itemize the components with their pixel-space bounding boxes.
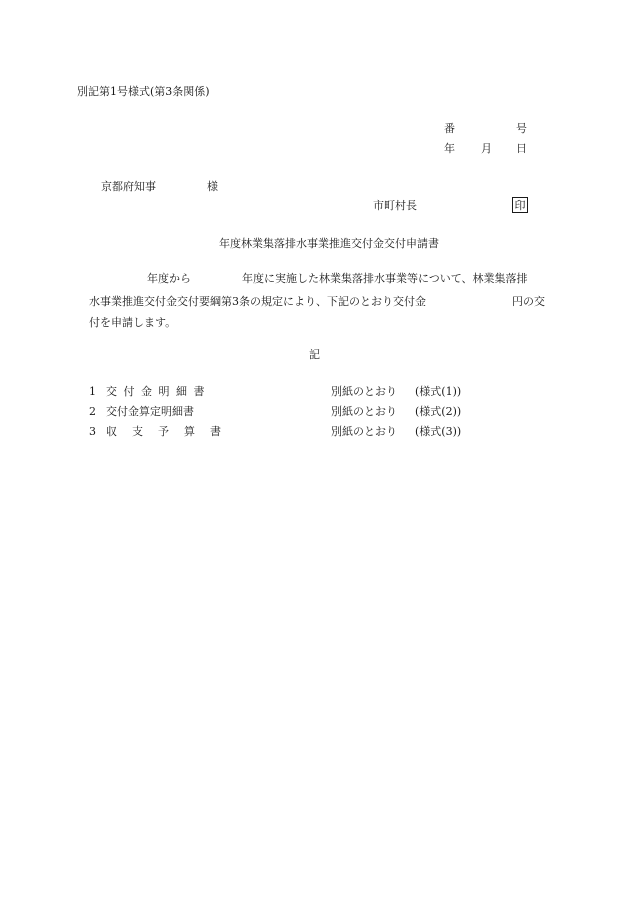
item-note: 別紙のとおり xyxy=(331,425,397,438)
body-text-line2-part1: 水事業推進交付金交付要綱第3条の規定により、下記のとおり交付金 xyxy=(89,295,426,308)
body-text-line3: 付を申請します。 xyxy=(89,316,177,329)
applicant-title: 市町村長 xyxy=(373,199,417,212)
addressee-honorific: 様 xyxy=(207,180,218,193)
list-item xyxy=(89,426,489,440)
item-note: 別紙のとおり xyxy=(331,405,397,418)
item-note: 別紙のとおり xyxy=(331,385,397,398)
seal-box xyxy=(512,197,528,213)
seal-label: 印 xyxy=(514,198,526,212)
form-label: 別記第1号様式(第3条関係) xyxy=(77,85,210,98)
date-year: 年 xyxy=(444,142,455,155)
item-name: 収支予算書 xyxy=(106,425,236,438)
item-form: (様式(1)) xyxy=(415,385,462,398)
body-text-line1-part1: 年度から xyxy=(147,272,191,285)
list-item xyxy=(89,406,489,420)
date-month: 月 xyxy=(481,142,492,155)
item-form: (様式(3)) xyxy=(415,425,462,438)
number-prefix: 番 xyxy=(444,122,455,135)
body-text-line1-part2: 年度に実施した林業集落排水事業等について、林業集落排 xyxy=(242,272,528,285)
document-title: 年度林業集落排水事業推進交付金交付申請書 xyxy=(219,237,439,250)
item-form: (様式(2)) xyxy=(415,405,462,418)
list-item xyxy=(89,386,489,400)
number-suffix: 号 xyxy=(516,122,527,135)
item-number: 3 xyxy=(89,425,96,438)
item-name: 交付金算定明細書 xyxy=(106,405,194,418)
addressee-name: 京都府知事 xyxy=(101,180,156,193)
body-text-line2-part2: 円の交 xyxy=(512,295,545,308)
item-number: 2 xyxy=(89,405,96,418)
item-name: 交付金明細書 xyxy=(106,385,211,398)
date-day: 日 xyxy=(516,142,527,155)
item-number: 1 xyxy=(89,385,96,398)
ki-marker: 記 xyxy=(309,348,320,361)
